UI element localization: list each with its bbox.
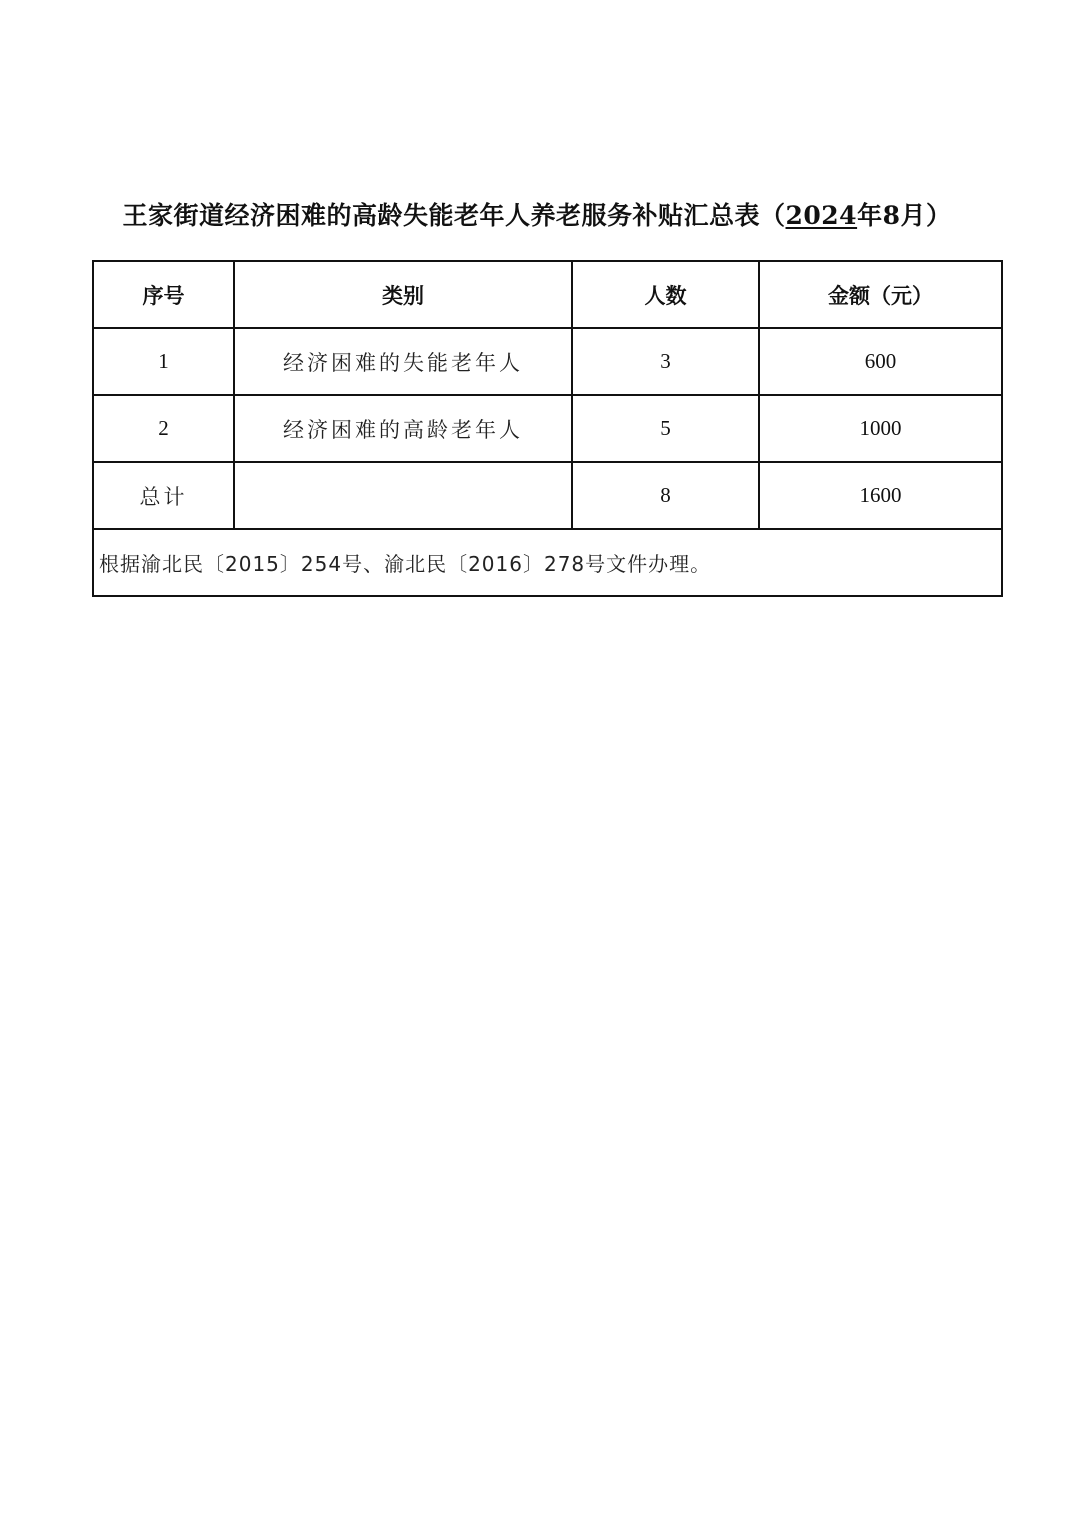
subsidy-summary-table	[92, 260, 1003, 597]
header-count: 人数	[572, 261, 759, 328]
header-amount: 金额（元）	[759, 261, 1002, 328]
row-index: 1	[93, 328, 234, 395]
table-header-row	[93, 261, 1002, 328]
header-index: 序号	[93, 261, 234, 328]
title-suffix: 年8月）	[857, 201, 952, 230]
title-prefix: 王家街道经济困难的高龄失能老年人养老服务补贴汇总表（	[122, 201, 786, 230]
title-year: 2024	[785, 201, 858, 230]
row-category: 经济困难的失能老年人	[234, 328, 572, 395]
row-amount: 600	[759, 328, 1002, 395]
total-amount: 1600	[759, 462, 1002, 529]
document-title	[0, 196, 1074, 232]
total-count: 8	[572, 462, 759, 529]
header-category: 类别	[234, 261, 572, 328]
row-category: 经济困难的高龄老年人	[234, 395, 572, 462]
table-row	[93, 395, 1002, 462]
table-row	[93, 328, 1002, 395]
row-count: 3	[572, 328, 759, 395]
note-row	[93, 529, 1002, 596]
row-count: 5	[572, 395, 759, 462]
total-label: 总计	[93, 462, 234, 529]
row-index: 2	[93, 395, 234, 462]
total-row	[93, 462, 1002, 529]
total-category	[234, 462, 572, 529]
note-text: 根据渝北民〔2015〕254号、渝北民〔2016〕278号文件办理。	[93, 529, 1002, 596]
row-amount: 1000	[759, 395, 1002, 462]
